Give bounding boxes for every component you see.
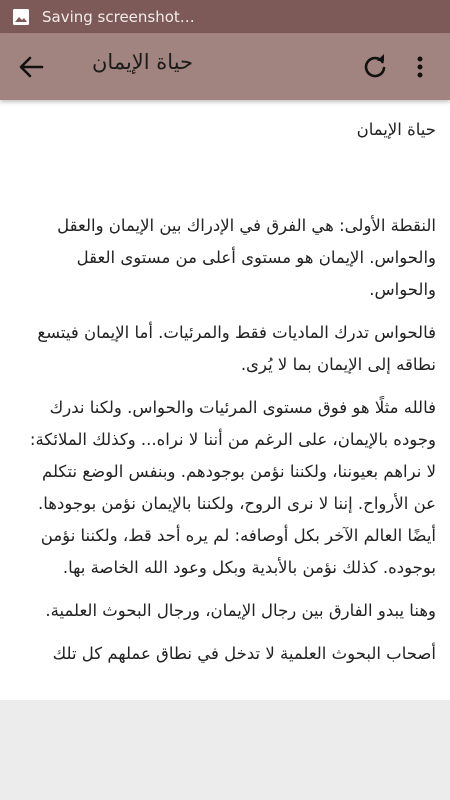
article-text <box>18 114 436 681</box>
app-bar <box>0 33 450 100</box>
article-paragraph: فالله مثلًا هو فوق مستوى المرئيات والحواس. ولكنا ندرك وجوده بالإيمان، على الرغم من أننا لا نراه... وكذلك الملائكة: لا نراهم بعيوننا، ولكننا نؤمن بوجودهم. وبنفس الوضع نتكلم عن الأرواح. إننا لا نرى الروح، ولكننا بالإيمان نؤمن بوجودها. أيضًا العالم الآخر بكل أوصافه: لم يره أحد قط، ولكننا نؤمن بوجوده. كذلك نؤمن بالأبدية وبكل وعود الله الخاصة بها. <box>29 398 436 577</box>
article-paragraph: أصحاب البحوث العلمية لا تدخل في نطاق عملهم كل تلك <box>52 644 436 663</box>
refresh-icon[interactable] <box>362 53 388 81</box>
page-title: حياة الإيمان <box>92 50 194 74</box>
article-paragraph: فالحواس تدرك الماديات فقط والمرئيات. أما الإيمان فيتسع نطاقه إلى الإيمان بما لا يُرى. <box>37 323 436 374</box>
bottom-panel <box>0 700 450 800</box>
image-icon <box>12 8 30 26</box>
status-text: Saving screenshot… <box>42 7 195 26</box>
article-heading: حياة الإيمان <box>356 120 436 139</box>
more-vert-icon[interactable] <box>408 53 432 81</box>
status-bar <box>0 0 450 33</box>
back-arrow-icon[interactable] <box>14 51 48 83</box>
article-paragraph: وهنا يبدو الفارق بين رجال الإيمان، ورجال البحوث العلمية. <box>45 601 436 620</box>
article-paragraph: النقطة الأولى: هي الفرق في الإدراك بين الإيمان والعقل والحواس. الإيمان هو مستوى أعلى من مستوى العقل والحواس. <box>57 216 436 299</box>
article-content[interactable] <box>0 100 450 700</box>
